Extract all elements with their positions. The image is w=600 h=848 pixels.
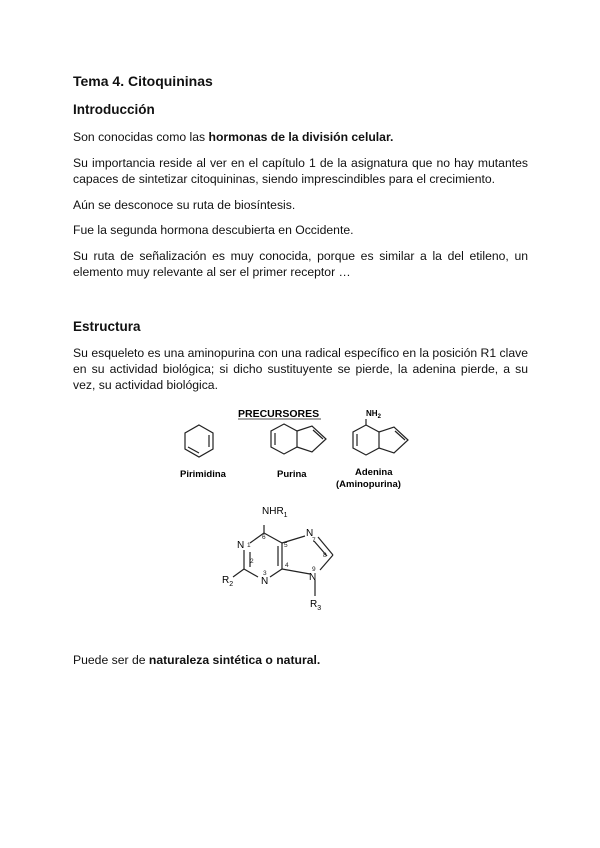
chemistry-figure [0,400,600,640]
pos-5: 5 [284,542,288,549]
n1-atom: N [237,540,245,551]
nh2-label: $NH_2$ [366,409,381,420]
n9-atom: N [309,572,317,583]
pos-6: 6 [262,534,266,541]
pos-9: 9 [312,566,316,573]
structure-p2-bold: naturaleza sintética o natural. [148,653,321,667]
structure-p2-text: Puede ser de [73,653,149,667]
intro-paragraph-3: Aún se desconoce su ruta de biosíntesis. [73,198,296,212]
n3-atom: N [261,576,269,587]
pos-8: 8 [323,552,327,559]
page-title: Tema 4. Citoquininas [73,73,213,89]
precursors-title: PRECURSORES [238,408,320,420]
nhr1-label: $NHR_1$ [262,506,288,519]
intro-p1-text: Son conocidas como las [73,130,209,144]
purine-structure [271,424,326,454]
structure-paragraph-2 [73,652,528,668]
structure-paragraph-1: Su esqueleto es una aminopurina con una radical específico en la posición R1 clave en su actividad biológica; si dicho sustituyente se pierde, la adenina pierde, a su vez, su actividad biológica. [73,346,528,392]
pos-3: 3 [263,570,267,577]
aminopurine-label: (Aminopurina) [336,479,401,490]
adenine-structure [353,419,408,455]
intro-paragraph-5: Su ruta de señalización es muy conocida, porque es similar a la del etileno, un elemento muy relevante al ser el primer receptor … [73,249,528,279]
intro-paragraph-4: Fue la segunda hormona descubierta en Occidente. [73,223,354,237]
intro-p1-bold: hormonas de la división celular. [208,130,394,144]
structure-heading: Estructura [73,319,141,334]
r3-label: $R_3$ [310,599,322,612]
pyrimidine-label: Pirimidina [180,469,226,480]
pos-2: 2 [250,558,254,565]
adenine-label: Adenina [355,467,393,478]
purine-label: Purina [277,469,307,480]
intro-paragraph-1 [73,129,528,145]
r2-label: $R_2$ [222,575,234,588]
pos-1: 1 [247,542,251,549]
n7-atom: N [306,528,314,539]
intro-heading: Introducción [73,102,155,117]
purine-skeleton [233,525,333,596]
pos-4: 4 [285,562,289,569]
pyrimidine-structure [185,425,213,457]
pos-7: 7 [312,537,316,544]
intro-paragraph-2: Su importancia reside al ver en el capítulo 1 de la asignatura que no hay mutantes capaces de sintetizar citoquininas, siendo imprescindibles para el crecimiento. [73,156,528,186]
position-numbers [247,534,327,577]
